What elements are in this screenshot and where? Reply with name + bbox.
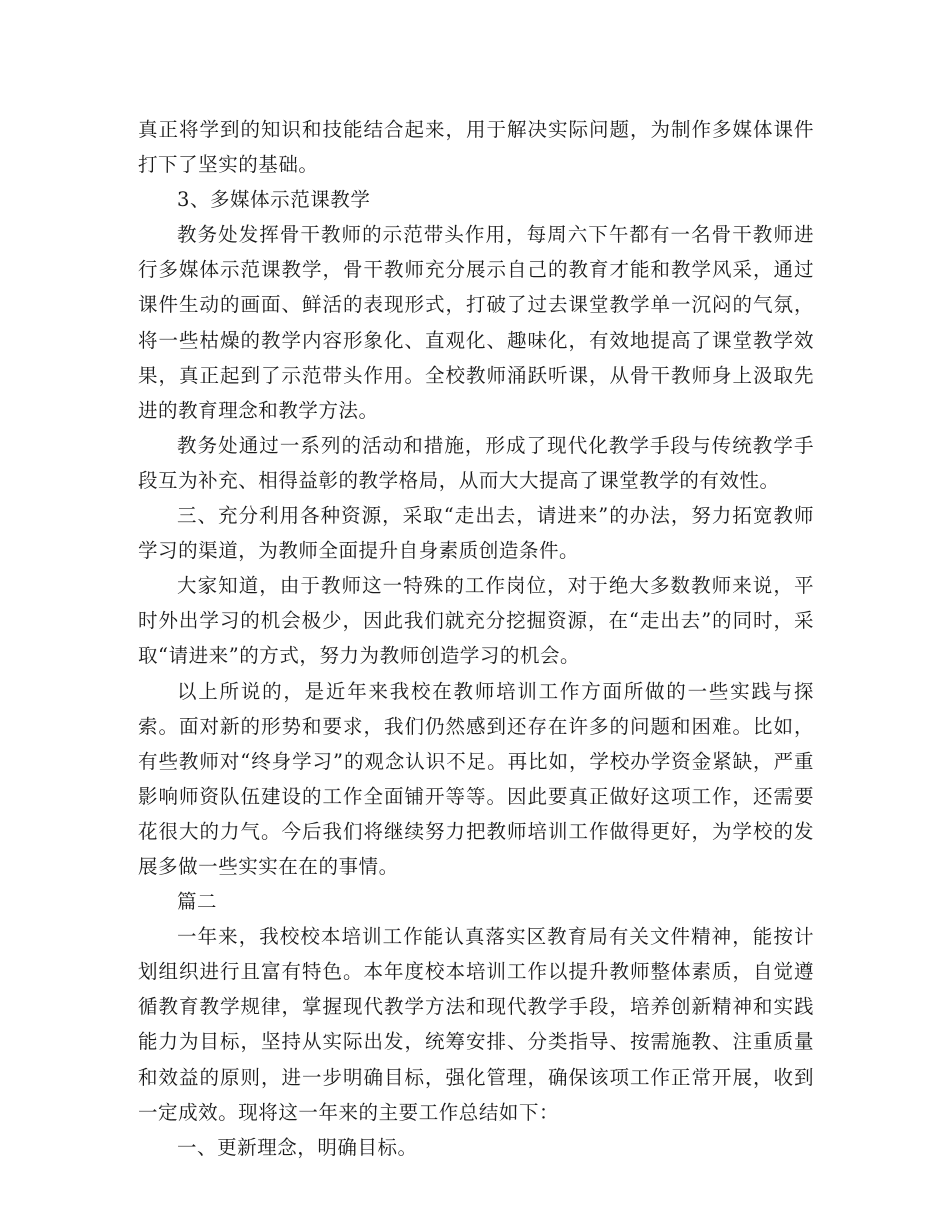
- paragraph-continuation: 真正将学到的知识和技能结合起来，用于解决实际问题，为制作多媒体课件打下了坚实的基础。: [138, 118, 814, 177]
- paragraph: 教务处通过一系列的活动和措施，形成了现代化教学手段与传统教学手段互为补充、相得益彰的教学格局，从而大大提高了课堂教学的有效性。: [138, 433, 814, 492]
- chapter-heading: 篇二: [177, 890, 218, 914]
- paragraph: 教务处发挥骨干教师的示范带头作用，每周六下午都有一名骨干教师进行多媒体示范课教学，骨干教师充分展示自己的教育才能和教学风采，通过课件生动的画面、鲜活的表现形式，打破了过去课堂教学单一沉闷的气氛，将一些枯燥的教学内容形象化、直观化、趣味化，有效地提高了课堂教学效果，真正起到了示范带头作用。全校教师涌跃听课，从骨干教师身上汲取先进的教育理念和教学方法。: [138, 223, 814, 422]
- section-heading-update-concepts: 一、更新理念，明确目标。: [177, 1135, 418, 1159]
- section-heading-resources: 三、充分利用各种资源，采取“走出去，请进来”的办法，努力拓宽教师学习的渠道，为教师全面提升自身素质创造条件。: [138, 504, 814, 563]
- paragraph: 以上所说的，是近年来我校在教师培训工作方面所做的一些实践与探索。面对新的形势和要求，我们仍然感到还存在许多的问题和困难。比如，有些教师对“终身学习”的观念认识不足。再比如，学校办学资金紧缺，严重影响师资队伍建设的工作全面铺开等等。因此要真正做好这项工作，还需要花很大的力气。今后我们将继续努力把教师培训工作做得更好，为学校的发展多做一些实实在在的事情。: [138, 679, 814, 878]
- paragraph: 一年来，我校校本培训工作能认真落实区教育局有关文件精神，能按计划组织进行且富有特色。本年度校本培训工作以提升教师整体素质，自觉遵循教育教学规律，掌握现代教学方法和现代教学手段，培养创新精神和实践能力为目标，坚持从实际出发，统筹安排、分类指导、按需施教、注重质量和效益的原则，进一步明确目标，强化管理，确保该项工作正常开展，收到一定成效。现将这一年来的主要工作总结如下：: [138, 925, 814, 1124]
- section-heading-multimedia-demo: 3、多媒体示范课教学: [177, 188, 371, 212]
- paragraph: 大家知道，由于教师这一特殊的工作岗位，对于绝大多数教师来说，平时外出学习的机会极少，因此我们就充分挖掘资源，在“走出去”的同时，采取“请进来”的方式，努力为教师创造学习的机会。: [138, 574, 814, 668]
- document-body: [138, 112, 814, 1165]
